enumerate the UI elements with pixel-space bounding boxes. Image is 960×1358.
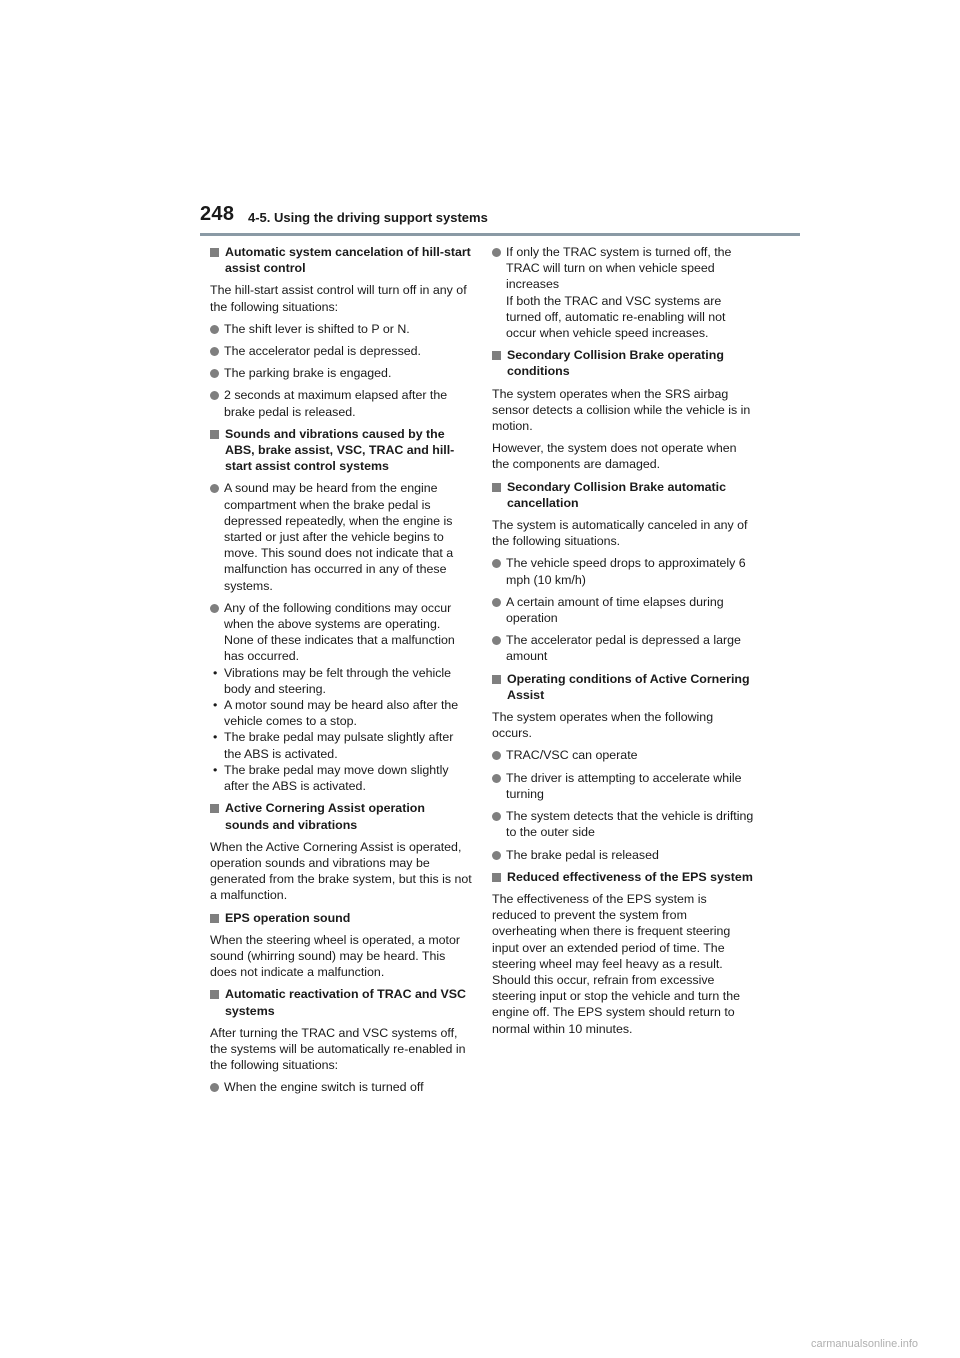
heading-scb-operating: Secondary Collision Brake operating conditions <box>492 347 754 379</box>
list-item: The vehicle speed drops to approximately 6 mph (10 km/h) <box>492 555 754 587</box>
circle-bullet-icon <box>492 812 501 821</box>
paragraph: When the Active Cornering Assist is operated, operation sounds and vibrations may be generated from the brake system, but this is not a malfunction. <box>210 839 472 903</box>
paragraph: After turning the TRAC and VSC systems off, the systems will be automatically re-enabled in the following situations: <box>210 1025 466 1073</box>
circle-bullet-icon <box>492 248 501 257</box>
square-bullet-icon <box>210 804 219 813</box>
sub-list <box>210 665 472 795</box>
list-item: The brake pedal is released <box>492 847 754 863</box>
heading-active-cornering-sounds: Active Cornering Assist operation sounds and vibrations <box>210 800 472 832</box>
list-item: The accelerator pedal is depressed a large amount <box>492 632 754 664</box>
paragraph: The system operates when the following occurs. <box>492 710 714 741</box>
list-item: The shift lever is shifted to P or N. <box>210 321 472 337</box>
circle-bullet-icon <box>492 598 501 607</box>
square-bullet-icon <box>492 873 501 882</box>
circle-bullet-icon <box>210 1083 219 1092</box>
circle-bullet-icon <box>492 751 501 760</box>
list-item: The driver is attempting to accelerate while turning <box>492 770 754 802</box>
list-item: If only the TRAC system is turned off, the TRAC will turn on when vehicle speed increases If both the TRAC and VSC systems are turned off, automatic re-enabling will not occur when vehicle speed increases. <box>492 244 754 341</box>
paragraph: However, the system does not operate when the components are damaged. <box>492 441 737 472</box>
sub-list-item: • A motor sound may be heard also after the vehicle comes to a stop. <box>213 698 459 729</box>
circle-bullet-icon <box>210 604 219 613</box>
paragraph: The system operates when the SRS airbag sensor detects a collision while the vehicle is in motion. <box>492 386 751 434</box>
list-item: When the engine switch is turned off <box>210 1079 472 1095</box>
square-bullet-icon <box>210 914 219 923</box>
circle-bullet-icon <box>492 559 501 568</box>
paragraph: The effectiveness of the EPS system is reduced to prevent the system from overheating when there is frequent steering input over an extended period of time. The steering wheel may feel heavy as a result. Should this occur, refrain from excessive steering input or stop the vehicle and turn the engine off. The EPS system should return to normal within 10 minutes. <box>492 891 740 1036</box>
header-rule <box>200 233 800 236</box>
heading-eps-sound: EPS operation sound <box>210 910 472 926</box>
square-bullet-icon <box>210 248 219 257</box>
section-title: 4-5. Using the driving support systems <box>248 210 488 225</box>
list-item: The parking brake is engaged. <box>210 365 472 381</box>
sub-list-item: • The brake pedal may move down slightly after the ABS is activated. <box>213 762 449 794</box>
circle-bullet-icon <box>210 484 219 493</box>
circle-bullet-icon <box>210 369 219 378</box>
heading-eps-reduced: Reduced effectiveness of the EPS system <box>492 869 754 885</box>
square-bullet-icon <box>210 430 219 439</box>
heading-auto-reactivation: Automatic reactivation of TRAC and VSC systems <box>210 986 472 1018</box>
list-item: 2 seconds at maximum elapsed after the brake pedal is released. <box>210 387 472 419</box>
page-number: 248 <box>200 203 235 225</box>
list-item: TRAC/VSC can operate <box>492 747 754 763</box>
square-bullet-icon <box>492 351 501 360</box>
heading-scb-cancellation: Secondary Collision Brake automatic cancellation <box>492 479 754 511</box>
paragraph: The hill-start assist control will turn off in any of the following situations: <box>210 283 467 314</box>
heading-sounds-vibrations: Sounds and vibrations caused by the ABS, brake assist, VSC, TRAC and hill-start assist control systems <box>210 426 472 475</box>
circle-bullet-icon <box>492 851 501 860</box>
heading-active-cornering-conditions: Operating conditions of Active Cornering Assist <box>492 671 754 703</box>
paragraph: The system is automatically canceled in any of the following situations. <box>492 518 748 549</box>
sub-list-item: • The brake pedal may pulsate slightly after the ABS is activated. <box>213 730 454 761</box>
watermark: carmanualsonline.info <box>810 1338 918 1350</box>
page-header <box>200 203 800 237</box>
heading-hill-start-cancel: Automatic system cancelation of hill-start assist control <box>210 244 472 276</box>
list-item: The system detects that the vehicle is drifting to the outer side <box>492 808 754 840</box>
sub-list-item: • Vibrations may be felt through the vehicle body and steering. <box>213 665 452 696</box>
circle-bullet-icon <box>210 391 219 400</box>
circle-bullet-icon <box>210 347 219 356</box>
paragraph: When the steering wheel is operated, a motor sound (whirring sound) may be heard. This does not indicate a malfunction. <box>210 932 461 980</box>
list-item: A sound may be heard from the engine compartment when the brake pedal is depressed repeatedly, when the engine is started or just after the vehicle begins to move. This sound does not indicate that a malfunction has occurred in any of these systems. <box>210 480 472 593</box>
list-item: The accelerator pedal is depressed. <box>210 343 472 359</box>
circle-bullet-icon <box>210 325 219 334</box>
circle-bullet-icon <box>492 636 501 645</box>
square-bullet-icon <box>210 990 219 999</box>
list-item: A certain amount of time elapses during operation <box>492 594 754 626</box>
square-bullet-icon <box>492 483 501 492</box>
right-column <box>492 244 754 1043</box>
square-bullet-icon <box>492 675 501 684</box>
circle-bullet-icon <box>492 774 501 783</box>
left-column <box>210 244 472 1102</box>
list-item: Any of the following conditions may occur when the above systems are operating. None of these indicates that a malfunction has occurred. <box>210 600 472 665</box>
